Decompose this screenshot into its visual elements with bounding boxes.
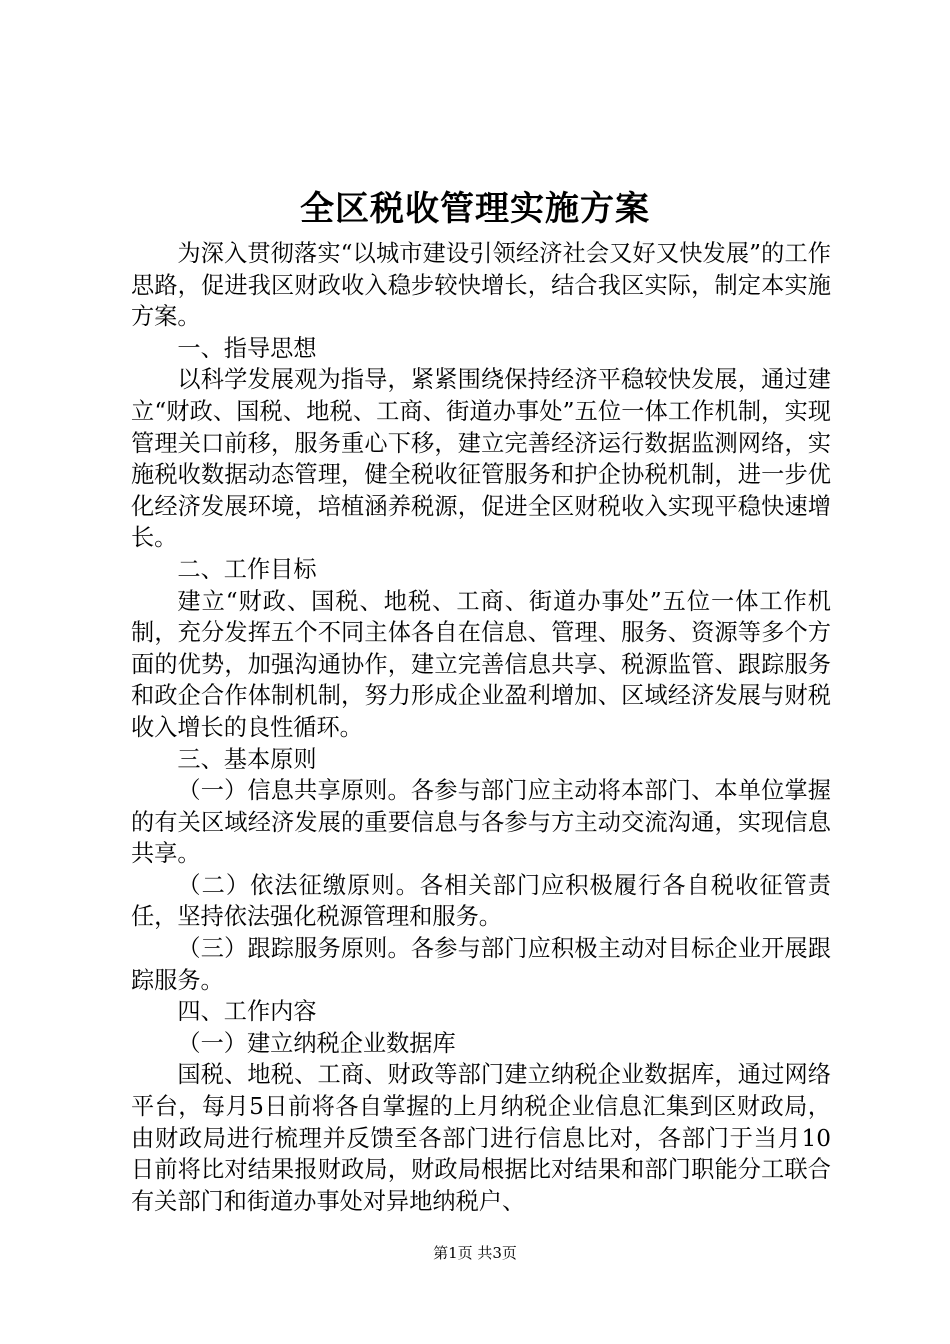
paragraph-principle-2: （二）依法征缴原则。各相关部门应积极履行各自税收征管责任，坚持依法强化税源管理和服务。 <box>131 871 831 931</box>
paragraph-guiding-ideology: 以科学发展观为指导，紧紧围绕保持经济平稳较快发展，通过建立“财政、国税、地税、工商、街道办事处”五位一体工作机制，实现管理关口前移，服务重心下移，建立完善经济运行数据监测网络，实施税收数据动态管理，健全税收征管服务和护企协税机制，进一步优化经济发展环境，培植涵养税源，促进全区财税收入实现平稳快速增长。 <box>131 366 831 552</box>
document-title: 全区税收管理实施方案 <box>300 189 650 229</box>
paragraph-intro: 为深入贯彻落实“以城市建设引领经济社会又好又快发展”的工作思路，促进我区财政收入稳步较快增长，结合我区实际，制定本实施方案。 <box>131 240 831 331</box>
heading-guiding-ideology: 一、指导思想 <box>177 334 317 362</box>
paragraph-work-goals: 建立“财政、国税、地税、工商、街道办事处”五位一体工作机制，充分发挥五个不同主体各自在信息、管理、服务、资源等多个方面的优势，加强沟通协作，建立完善信息共享、税源监管、跟踪服务和政企合作体制机制，努力形成企业盈利增加、区域经济发展与财税收入增长的良性循环。 <box>131 587 831 741</box>
document-body <box>131 238 831 1217</box>
paragraph-principle-3: （三）跟踪服务原则。各参与部门应积极主动对目标企业开展跟踪服务。 <box>131 935 831 994</box>
heading-work-content: 四、工作内容 <box>177 998 317 1026</box>
subheading-database: （一）建立纳税企业数据库 <box>177 1029 456 1057</box>
paragraph-database: 国税、地税、工商、财政等部门建立纳税企业数据库，通过网络平台，每月5日前将各自掌握的上月纳税企业信息汇集到区财政局，由财政局进行梳理并反馈至各部门进行信息比对，各部门于当月10日前将比对结果报财政局，财政局根据比对结果和部门职能分工联合有关部门和街道办事处对异地纳税户、 <box>131 1061 831 1215</box>
page-footer: 第1页 共3页 <box>433 1244 517 1262</box>
heading-basic-principles: 三、基本原则 <box>177 745 317 773</box>
paragraph-principle-1: （一）信息共享原则。各参与部门应主动将本部门、本单位掌握的有关区域经济发展的重要信息与各参与方主动交流沟通，实现信息共享。 <box>131 777 831 868</box>
heading-work-goals: 二、工作目标 <box>177 555 317 583</box>
